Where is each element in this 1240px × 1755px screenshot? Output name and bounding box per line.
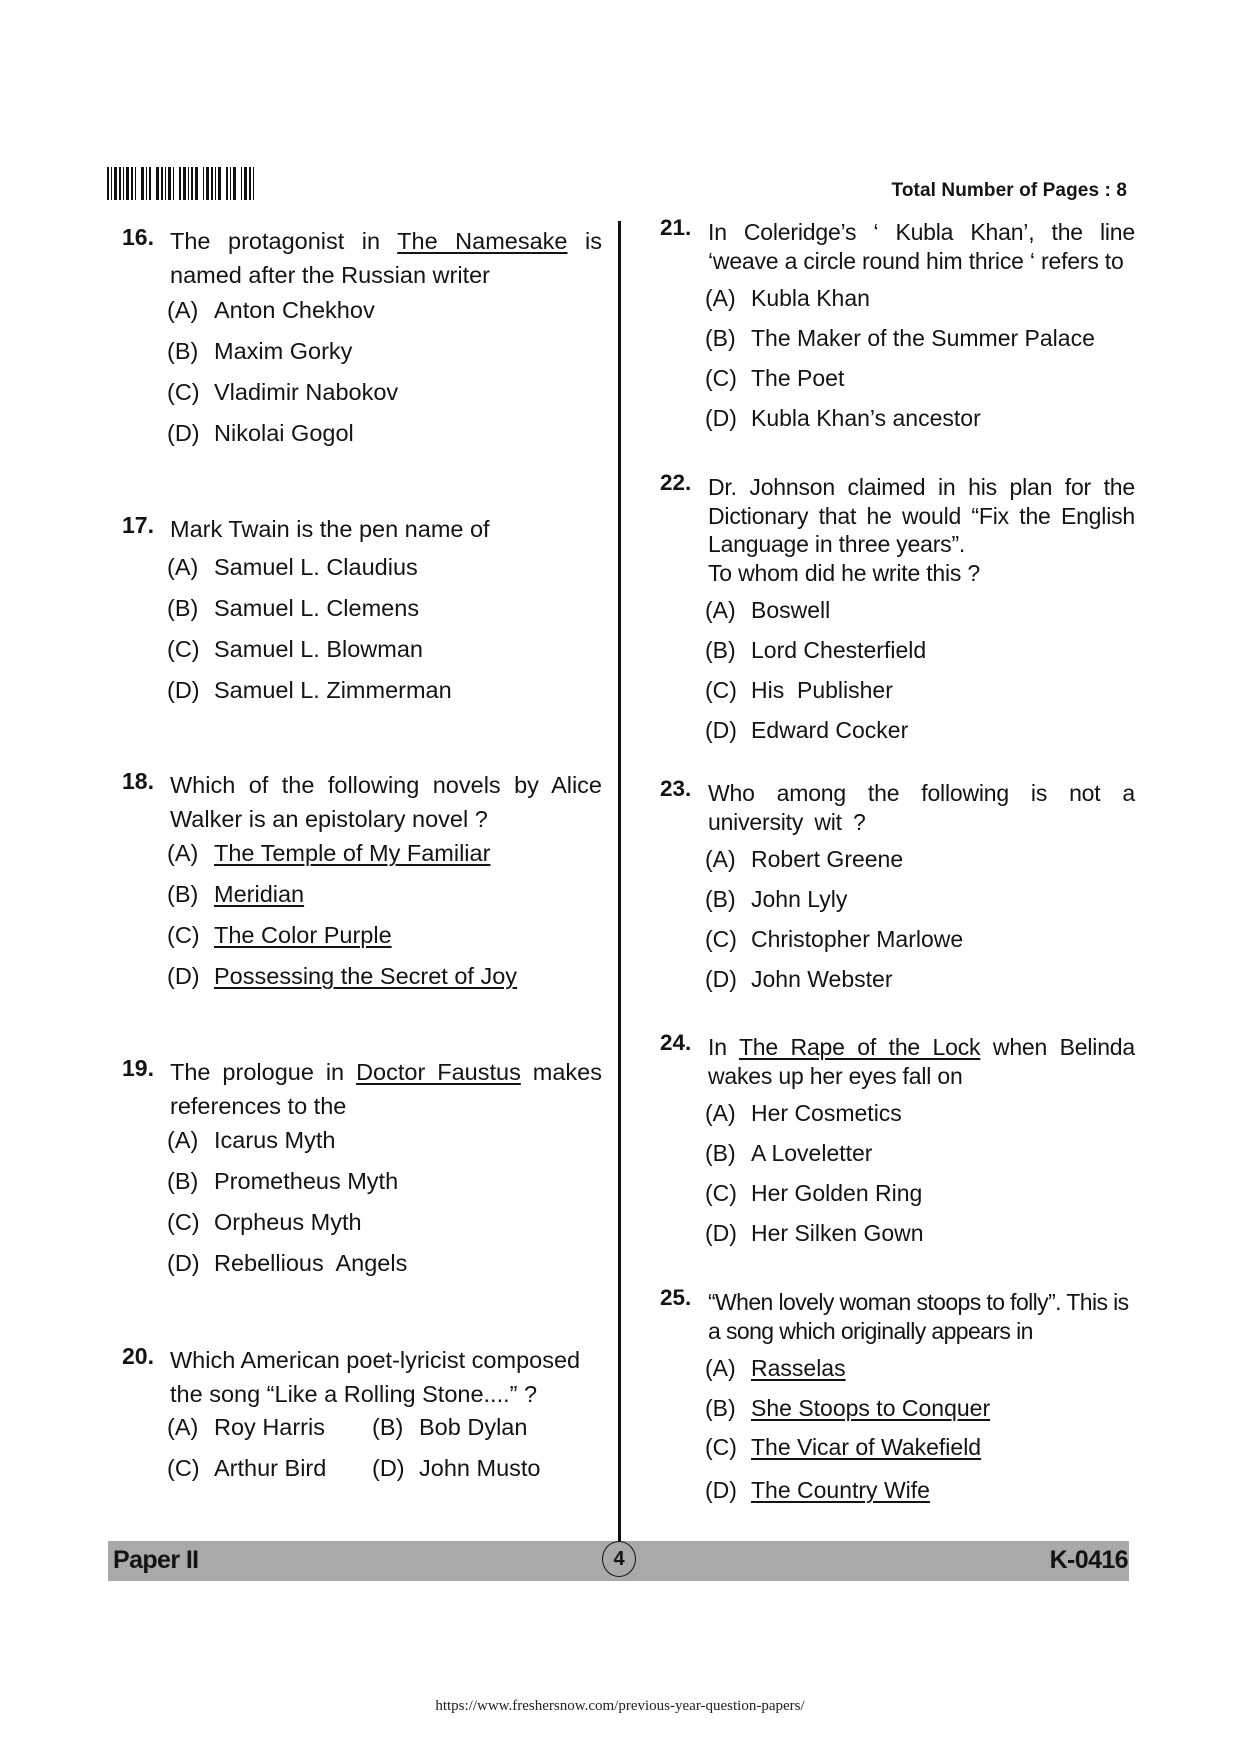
option-c[interactable]: (C) Her Golden Ring [705,1180,923,1206]
option-c[interactable]: (C) His Publisher [705,677,893,703]
question-number: 20. [122,1343,154,1369]
question-25 [660,1285,1135,1503]
book-title: The Namesake [397,228,568,254]
option-a[interactable]: (A) Her Cosmetics [705,1100,902,1126]
book-title: Doctor Faustus [356,1059,521,1085]
option-b[interactable]: (B) Lord Chesterfield [705,637,927,663]
option-d[interactable]: (D) John Musto [372,1455,541,1481]
paper-label: Paper II [113,1546,199,1574]
option-a[interactable]: (A) The Temple of My Familiar [167,840,491,866]
column-divider [618,221,621,1541]
option-b[interactable]: (B) A Loveletter [705,1140,873,1166]
option-b[interactable]: (B) Meridian [167,881,305,907]
question-number: 24. [660,1030,692,1055]
option-b[interactable]: (B) Prometheus Myth [167,1168,399,1194]
question-number: 18. [122,768,154,794]
question-stem: Who among the following is not a university wit ? [708,780,1135,835]
option-c[interactable]: (C) Arthur Bird [167,1455,327,1481]
option-b[interactable]: (B) She Stoops to Conquer [705,1395,991,1421]
option-d[interactable]: (D) Rebellious Angels [167,1250,408,1276]
question-stem: In The Rape of the Lock when Belinda wakes up her eyes fall on [708,1034,1135,1089]
question-stem: Which of the following novels by Alice Walker is an epistolary novel ? [170,772,602,832]
option-d[interactable]: (D) Samuel L. Zimmerman [167,677,452,703]
question-22 [660,470,1135,743]
option-d[interactable]: (D) Possessing the Secret of Joy [167,963,518,989]
question-stem: “When lovely woman stoops to folly”. This is a song which originally appears in [708,1289,1129,1344]
question-number: 22. [660,470,692,495]
option-d[interactable]: (D) Nikolai Gogol [167,420,354,446]
question-stem: The protagonist in The Namesake is named after the Russian writer [170,228,602,288]
option-c[interactable]: (C) The Poet [705,365,845,391]
source-url[interactable]: https://www.freshersnow.com/previous-year-question-papers/ [435,1698,805,1714]
question-number: 17. [122,512,154,538]
question-stem: Dr. Johnson claimed in his plan for the Dictionary that he would “Fix the English Language in three years”. To whom did he write this ? [708,474,1135,586]
question-23 [660,776,1135,992]
question-18 [122,768,602,989]
option-a[interactable]: (A) Icarus Myth [167,1127,336,1153]
question-19 [122,1055,602,1276]
question-24 [660,1030,1135,1246]
question-21 [660,215,1135,431]
option-a[interactable]: (A) Boswell [705,597,831,623]
option-d[interactable]: (D) Edward Cocker [705,717,909,743]
option-b[interactable]: (B) Maxim Gorky [167,338,353,364]
option-c[interactable]: (C) Orpheus Myth [167,1209,362,1235]
question-number: 21. [660,215,692,240]
question-20 [122,1343,602,1481]
question-stem: The prologue in Doctor Faustus makes references to the [170,1059,602,1119]
question-number: 23. [660,776,692,801]
option-c[interactable]: (C) Vladimir Nabokov [167,379,399,405]
option-a[interactable]: (A) Roy Harris [167,1414,325,1440]
question-number: 19. [122,1055,154,1081]
option-a[interactable]: (A) Samuel L. Claudius [167,554,418,580]
question-stem: Mark Twain is the pen name of [170,516,490,542]
option-a[interactable]: (A) Anton Chekhov [167,297,375,323]
option-c[interactable]: (C) The Vicar of Wakefield [705,1434,982,1460]
option-a[interactable]: (A) Robert Greene [705,846,904,872]
book-title: The Rape of the Lock [738,1034,981,1060]
option-d[interactable]: (D) John Webster [705,966,893,992]
paper-code: K-0416 [1049,1546,1128,1574]
page-number: 4 [602,1541,636,1577]
option-b[interactable]: (B) The Maker of the Summer Palace [705,325,1095,351]
barcode [107,167,256,200]
option-b[interactable]: (B) John Lyly [705,886,848,912]
total-pages-label: Total Number of Pages : 8 [891,180,1127,201]
question-stem: In Coleridge’s ‘ Kubla Khan’, the line ‘weave a circle round him thrice ‘ refers to [708,219,1135,274]
option-d[interactable]: (D) Kubla Khan’s ancestor [705,405,981,431]
option-b[interactable]: (B) Bob Dylan [372,1414,528,1440]
question-stem: Which American poet-lyricist composed the song “Like a Rolling Stone....” ? [170,1347,581,1407]
option-b[interactable]: (B) Samuel L. Clemens [167,595,420,621]
question-16 [122,224,602,446]
option-a[interactable]: (A) Kubla Khan [705,285,870,311]
question-number: 25. [660,1285,692,1310]
option-d[interactable]: (D) The Country Wife [705,1477,930,1503]
option-c[interactable]: (C) The Color Purple [167,922,392,948]
option-c[interactable]: (C) Christopher Marlowe [705,926,964,952]
question-17 [122,512,602,703]
option-d[interactable]: (D) Her Silken Gown [705,1220,924,1246]
question-number: 16. [122,224,154,250]
option-a[interactable]: (A) Rasselas [705,1355,846,1381]
option-c[interactable]: (C) Samuel L. Blowman [167,636,423,662]
